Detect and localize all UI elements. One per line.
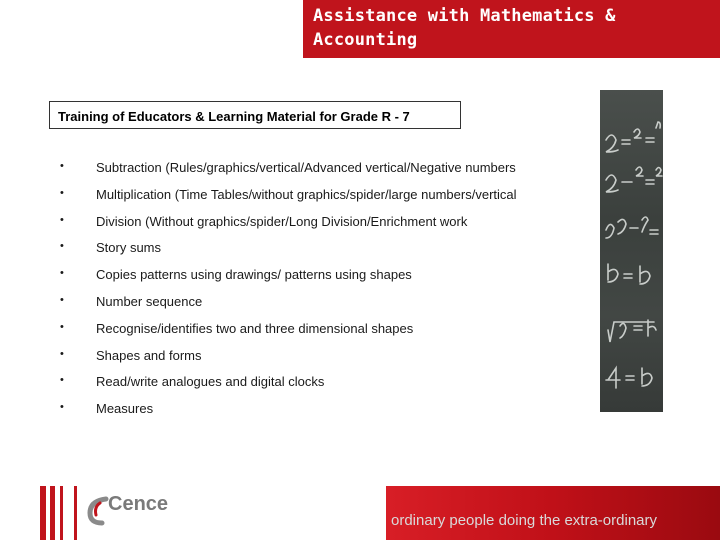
- list-item: [60, 348, 560, 375]
- footer-stripe: [40, 486, 46, 540]
- list-item-text: Number sequence: [96, 293, 203, 309]
- page-title: Assistance with Mathematics & Accounting: [313, 6, 616, 50]
- list-item-text: Shapes and forms: [96, 347, 202, 363]
- logo-text: Cence: [108, 493, 169, 515]
- title-banner: [303, 0, 720, 58]
- bullet-icon: •: [60, 186, 64, 199]
- bullet-icon: •: [60, 240, 64, 253]
- list-item: [60, 374, 560, 401]
- logo-swoosh-icon: [86, 493, 110, 527]
- list-item-text: Copies patterns using drawings/ patterns using shapes: [96, 267, 412, 283]
- list-item-text: Measures: [96, 401, 154, 417]
- footer-tagline: ordinary people doing the extra-ordinary: [391, 512, 657, 529]
- bullet-icon: •: [60, 347, 64, 360]
- subtitle: Training of Educators & Learning Material for Grade R - 7: [58, 109, 410, 124]
- bullet-icon: •: [60, 213, 64, 226]
- list-item-text: Subtraction (Rules/graphics/vertical/Advanced vertical/Negative numbers: [96, 160, 516, 175]
- list-item: [60, 401, 560, 428]
- bullet-icon: •: [60, 160, 64, 172]
- list-item: [60, 240, 560, 267]
- bullet-icon: •: [60, 374, 64, 387]
- chalkboard-image: [600, 90, 663, 412]
- list-item-text: Read/write analogues and digital clocks: [96, 374, 325, 390]
- bullet-list: [60, 160, 560, 428]
- list-item: [60, 214, 560, 241]
- bullet-icon: •: [60, 293, 64, 306]
- footer-stripe: [74, 486, 77, 540]
- list-item-text: Story sums: [96, 240, 162, 256]
- list-item: [60, 187, 560, 214]
- list-item: [60, 160, 560, 187]
- bullet-icon: •: [60, 267, 64, 280]
- bullet-icon: •: [60, 401, 64, 414]
- list-item-text: Division (Without graphics/spider/Long Division/Enrichment work: [96, 213, 468, 229]
- list-item-text: Multiplication (Time Tables/without graphics/spider/large numbers/vertical: [96, 186, 517, 202]
- bullet-icon: •: [60, 320, 64, 333]
- list-item: [60, 267, 560, 294]
- chalk-equations-icon: [600, 90, 663, 412]
- list-item: [60, 294, 560, 321]
- list-item: [60, 321, 560, 348]
- subtitle-box: [49, 101, 461, 129]
- list-item-text: Recognise/identifies two and three dimensional shapes: [96, 320, 414, 336]
- footer-stripe: [50, 486, 55, 540]
- footer-stripe: [60, 486, 63, 540]
- cence-logo: [86, 493, 186, 527]
